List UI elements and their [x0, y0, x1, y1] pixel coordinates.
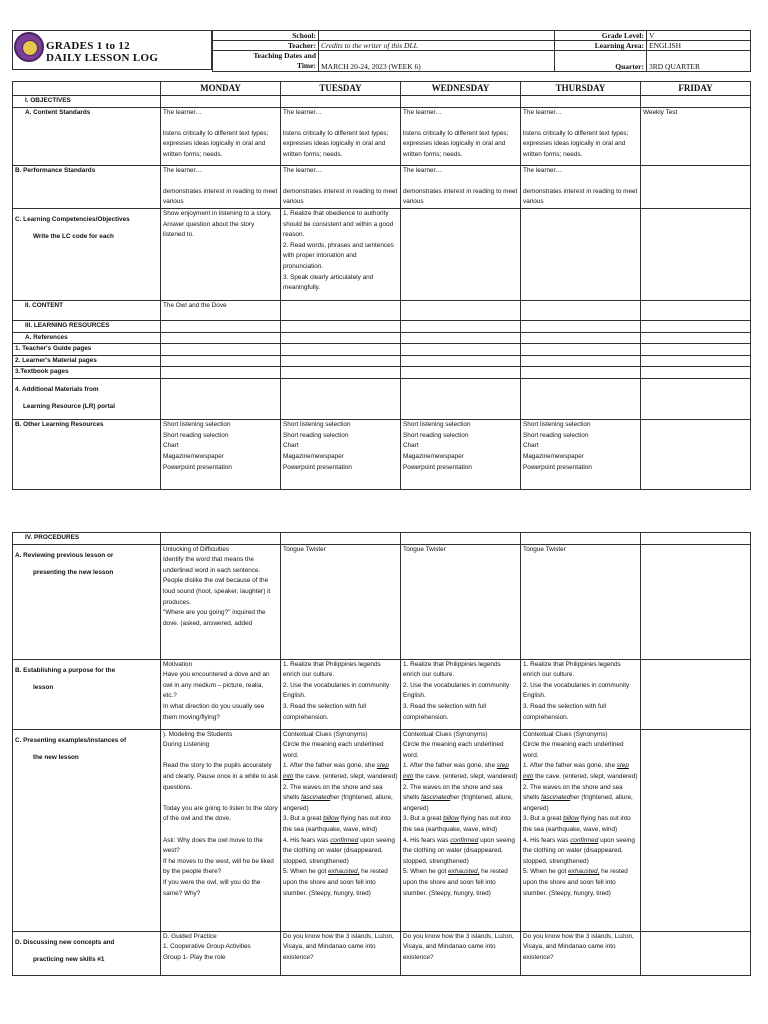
- grade-level-value: V: [647, 31, 751, 41]
- reviewing-tuesday: Tongue Twister: [281, 544, 401, 659]
- presenting-row: [13, 729, 751, 931]
- teacher-label: Teacher:: [213, 41, 319, 51]
- teaching-dates-label-2: Time:: [296, 61, 316, 70]
- competencies-row: [13, 208, 751, 300]
- lesson-log-table-part1: [12, 81, 751, 490]
- learners-material-row: [13, 355, 751, 367]
- content-standards-thursday: The learner… listens critically to different text types; expresses ideas logically in oral and written forms; needs.: [521, 107, 641, 165]
- other-resources-label: B. Other Learning Resources: [13, 420, 161, 490]
- performance-standards-wednesday: The learner… demonstrates interest in reading to meet various: [401, 165, 521, 208]
- performance-standards-monday: The learner… demonstrates interest in reading to meet various: [161, 165, 281, 208]
- teaching-dates-label-1: Teaching Dates and: [253, 51, 316, 60]
- purpose-tuesday: 1. Realize that Philippines legends enrich our culture. 2. Use the vocabularies in community English. 3. Read the selection with full comprehension.: [281, 659, 401, 729]
- presenting-thursday: Contextual Clues (Synonyms) Circle the meaning each underlined word. 1. After the father was gone, she step into the cave. (entered, slept, wandered) 2. The waves on the shore and sea shells fascinatedher (frightened, allure, angered) 3. But a great billow flying has out into the sea (earthquake, wave, wind) 4. His fears was confirmed upon seeing the clothing on water (disappeared, stopped, strengthened) 5. When he got exhausted, he rested upon the shore and soon fell into slumber. (Sleepy, hungry, tired): [521, 729, 641, 931]
- teachers-guide-label: 1. Teacher's Guide pages: [13, 344, 161, 356]
- corner-cell: [13, 82, 161, 96]
- objectives-row: [13, 96, 751, 108]
- additional-materials-label: 4. Additional Materials from Learning Resource (LR) portal: [13, 378, 161, 419]
- discussing-label: D. Discussing new concepts and practicing new skills #1: [13, 931, 161, 975]
- competencies-label: C. Learning Competencies/Objectives Write the LC code for each: [13, 208, 161, 300]
- performance-standards-thursday: The learner… demonstrates interest in reading to meet various: [521, 165, 641, 208]
- teaching-dates-label: [213, 51, 319, 72]
- performance-standards-label: B. Performance Standards: [13, 165, 161, 208]
- references-row: [13, 332, 751, 344]
- day-header-row: [13, 82, 751, 96]
- teaching-dates-value: MARCH 20-24, 2023 (WEEK 6): [319, 51, 555, 72]
- day-monday: MONDAY: [161, 82, 281, 96]
- purpose-row: [13, 659, 751, 729]
- teachers-guide-row: [13, 344, 751, 356]
- references-label: A. References: [13, 332, 161, 344]
- day-friday: FRIDAY: [641, 82, 751, 96]
- content-heading: II. CONTENT: [13, 300, 161, 320]
- textbook-label: 3.Textbook pages: [13, 367, 161, 379]
- learning-area-value: ENGLISH: [647, 41, 751, 51]
- purpose-label: B. Establishing a purpose for the lesson: [13, 659, 161, 729]
- purpose-thursday: 1. Realize that Philippines legends enrich our culture. 2. Use the vocabularies in community English. 3. Read the selection with full comprehension.: [521, 659, 641, 729]
- header-info-table: [212, 30, 751, 72]
- procedures-row: [13, 533, 751, 545]
- discussing-wednesday: Do you know how the 3 islands, Luzon, Visaya, and Mindanao came into existence?: [401, 931, 521, 975]
- content-standards-friday: Weekly Test: [641, 107, 751, 165]
- other-resources-tuesday: Short listening selection Short reading selection Chart Magazine/newspaper Powerpoint presentation: [281, 420, 401, 490]
- content-row: [13, 300, 751, 320]
- content-standards-row: [13, 107, 751, 165]
- content-standards-monday: The learner… listens critically to different text types; expresses ideas logically in oral and written forms; needs.: [161, 107, 281, 165]
- presenting-label: C. Presenting examples/instances of the new lesson: [13, 729, 161, 931]
- quarter-label: Quarter:: [555, 51, 647, 72]
- content-standards-wednesday: The learner… listens critically to different text types; expresses ideas logically in oral and written forms; needs.: [401, 107, 521, 165]
- purpose-monday: Motivation Have you encountered a dove and an owl in any medium – picture, realia, etc.? In what direction do you usually see them moving/flying?: [161, 659, 281, 729]
- other-resources-monday: Short listening selection Short reading selection Chart Magazine/newspaper Powerpoint presentation: [161, 420, 281, 490]
- objectives-heading: I. OBJECTIVES: [13, 96, 161, 108]
- additional-materials-row: [13, 378, 751, 419]
- day-wednesday: WEDNESDAY: [401, 82, 521, 96]
- discussing-monday: D. Guided Practice 1. Cooperative Group Activities Group 1- Play the role: [161, 931, 281, 975]
- content-standards-tuesday: The learner… listens critically to different text types; expresses ideas logically in oral and written forms; needs.: [281, 107, 401, 165]
- grade-level-label: Grade Level:: [555, 31, 647, 41]
- learners-material-label: 2. Learner's Material pages: [13, 355, 161, 367]
- reviewing-row: [13, 544, 751, 659]
- discussing-tuesday: Do you know how the 3 islands, Luzon, Visaya, and Mindanao came into existence?: [281, 931, 401, 975]
- title-box: [12, 30, 212, 70]
- content-monday: The Owl and the Dove: [161, 300, 281, 320]
- textbook-row: [13, 367, 751, 379]
- learning-resources-row: [13, 320, 751, 332]
- title-line-2: DAILY LESSON LOG: [46, 52, 159, 64]
- learning-resources-heading: III. LEARNING RESOURCES: [13, 320, 161, 332]
- procedures-heading: IV. PROCEDURES: [13, 533, 161, 545]
- presenting-monday: ). Modeling the Students During Listening Read the story to the pupils accurately and clearly. Pause once in a while to ask questions. Today you are going to listen to the story of the owl and the dove. Ask: Why does the owl move to the west? If he moves to the west, will he be liked by the people there? If you were the owl, will you do the same? Why?: [161, 729, 281, 931]
- teacher-value: Credits to the writer of this DLL: [319, 41, 555, 51]
- purpose-wednesday: 1. Realize that Philippines legends enrich our culture. 2. Use the vocabularies in community English. 3. Read the selection with full comprehension.: [401, 659, 521, 729]
- performance-standards-row: [13, 165, 751, 208]
- presenting-tuesday: Contextual Clues (Synonyms) Circle the meaning each underlined word. 1. After the father was gone, she step into the cave. (entered, slept, wandered) 2. The waves on the shore and sea shells fascinatedher (frightened, allure, angered) 3. But a great billow flying has out into the sea (earthquake, wave, wind) 4. His fears was confirmed upon seeing the clothing on water (disappeared, stopped, strengthened) 5. When he got exhausted, he rested upon the shore and soon fell into slumber. (Sleepy, hungry, tired): [281, 729, 401, 931]
- title-line-1: GRADES 1 to 12: [46, 40, 130, 52]
- other-resources-wednesday: Short listening selection Short reading selection Chart Magazine/newspaper Powerpoint presentation: [401, 420, 521, 490]
- reviewing-wednesday: Tongue Twister: [401, 544, 521, 659]
- competencies-monday: Show enjoyment in listening to a story. Answer question about the story listened to.: [161, 208, 281, 300]
- discussing-row: [13, 931, 751, 975]
- reviewing-thursday: Tongue Twister: [521, 544, 641, 659]
- competencies-tuesday: 1. Realize that obedience to authority should be consistent and within a good reason. 2. Read words, phrases and sentences with proper intonation and pronunciation. 3. Speak clearly articulately and meaningfully.: [281, 208, 401, 300]
- presenting-wednesday: Contextual Clues (Synonyms) Circle the meaning each underlined word. 1. After the father was gone, she step into the cave. (entered, slept, wandered) 2. The waves on the shore and sea shells fascinatedher (frightened, allure, angered) 3. But a great billow flying has out into the sea (earthquake, wave, wind) 4. His fears was confirmed upon seeing the clothing on water (disappeared, stopped, strengthened) 5. When he got exhausted, he rested upon the shore and soon fell into slumber. (Sleepy, hungry, tired): [401, 729, 521, 931]
- reviewing-monday: Unlocking of Difficulties Identify the word that means the underlined word in each sentence. People dislike the owl because of the loud sound (hoot, speaker, laughter) it produces. "Where are you going?" inquired the dove. (asked, answered, added: [161, 544, 281, 659]
- performance-standards-tuesday: The learner… demonstrates interest in reading to meet various: [281, 165, 401, 208]
- school-label: School:: [213, 31, 319, 41]
- school-value: [319, 31, 555, 41]
- other-resources-row: [13, 420, 751, 490]
- learning-area-label: Learning Area:: [555, 41, 647, 51]
- content-standards-label: A. Content Standards: [13, 107, 161, 165]
- reviewing-label: A. Reviewing previous lesson or presenting the new lesson: [13, 544, 161, 659]
- other-resources-thursday: Short listening selection Short reading selection Chart Magazine/newspaper Powerpoint presentation: [521, 420, 641, 490]
- lesson-log-table-part2: [12, 532, 751, 976]
- day-tuesday: TUESDAY: [281, 82, 401, 96]
- discussing-thursday: Do you know how the 3 islands, Luzon, Visaya, and Mindanao came into existence?: [521, 931, 641, 975]
- day-thursday: THURSDAY: [521, 82, 641, 96]
- quarter-value: 3RD QUARTER: [647, 51, 751, 72]
